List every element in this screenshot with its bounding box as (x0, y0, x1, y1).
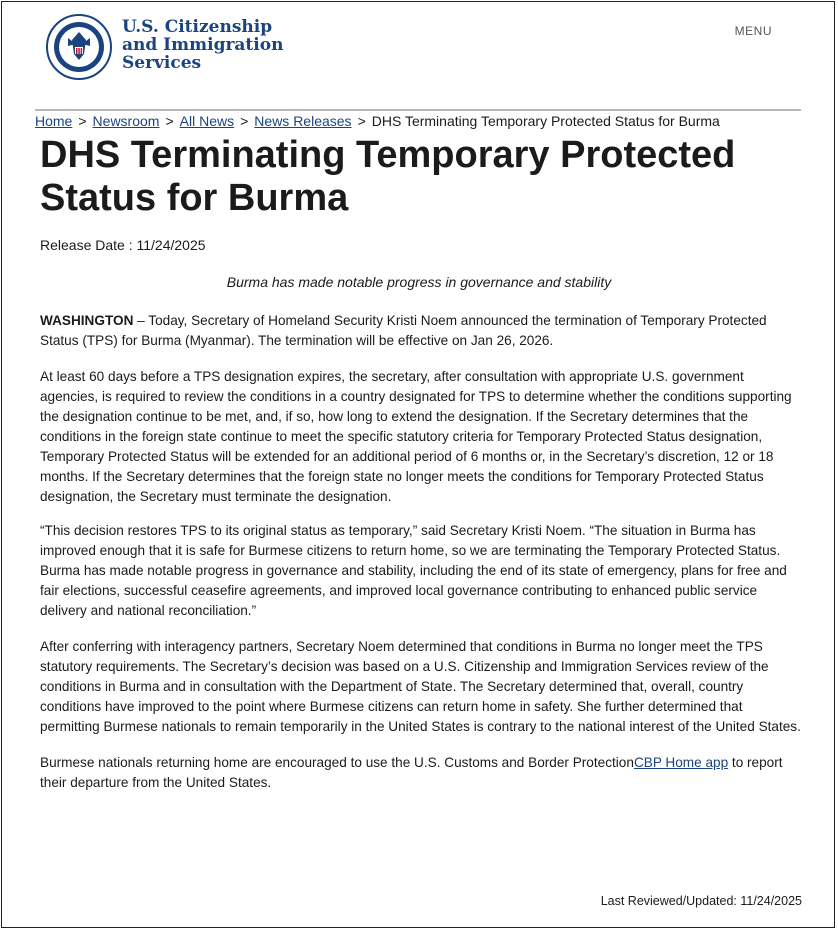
cbp-home-app-link[interactable]: CBP Home app (633, 755, 729, 770)
last-reviewed-date: 11/24/2025 (740, 894, 802, 908)
release-date-label: Release Date : (40, 237, 137, 253)
last-reviewed (601, 894, 802, 908)
agency-name[interactable] (122, 18, 283, 72)
dateline: WASHINGTON (40, 313, 134, 328)
paragraph-5-text: Burmese nationals returning home are encouraged to use the U.S. Customs and Border Protection (40, 755, 634, 770)
menu-button[interactable]: MENU (734, 24, 772, 38)
breadcrumb-separator: > (357, 113, 366, 129)
paragraph-3: “This decision restores TPS to its original status as temporary,” said Secretary Kristi Noem. “The situation in Burma has improved enough that it is safe for Burmese citizens to return home, so we are terminating the Temporary Protected Status. Burma has made notable progress in governance and stability, including the end of its state of emergency, plans for free and fair elections, successful ceasefire agreements, and improved local governance contributing to enhanced public service delivery and national reconciliation.” (40, 523, 787, 618)
paragraph-2: At least 60 days before a TPS designation expires, the secretary, after consultation with appropriate U.S. government agencies, is required to review the conditions in a country designated for TPS to determine whether the conditions supporting the designation continue to be met, and, if so, how long to extend the designation. If the Secretary determines that the conditions in the foreign state continue to meet the specific statutory criteria for Temporary Protected Status designation, Temporary Protected Status will be extended for an additional period of 6 months or, in the Secretary’s discretion, 12 or 18 months. If the Secretary determines that the foreign state no longer meets the conditions for Temporary Protected Status designation, the Secretary must terminate the designation. (40, 369, 792, 504)
paragraph-1-text: – Today, Secretary of Homeland Security Kristi Noem announced the termination of Temporary Protected Status (TPS) for Burma (Myanmar). The termination will be effective on Jan 26, 2026. (40, 313, 767, 348)
agency-name-line3: Services (122, 53, 202, 73)
agency-name-line2: and Immigration (122, 35, 284, 55)
site-header (2, 2, 834, 102)
breadcrumb-home-link[interactable]: Home (35, 113, 73, 129)
breadcrumb-separator: > (240, 113, 249, 129)
dhs-seal-logo-icon[interactable] (46, 14, 112, 80)
breadcrumb-separator: > (78, 113, 87, 129)
paragraph-5 (40, 753, 802, 793)
breadcrumb-current: DHS Terminating Temporary Protected Status for Burma (371, 113, 720, 129)
breadcrumb (35, 113, 720, 129)
paragraph-4: After conferring with interagency partners, Secretary Noem determined that conditions in Burma no longer meet the TPS statutory requirements. The Secretary’s decision was based on a U.S. Citizenship and Immigration Services review of the conditions in Burma and in consultation with the Department of State. The Secretary determined that, overall, country conditions have improved to the point where Burmese citizens can return home in safety. She further determined that permitting Burmese nationals to remain temporarily in the United States is contrary to the national interest of the United States. (40, 639, 801, 734)
agency-name-line1: U.S. Citizenship (122, 17, 273, 37)
article-subtitle: Burma has made notable progress in governance and stability (226, 274, 612, 290)
header-divider (35, 109, 801, 111)
page-title: DHS Terminating Temporary Protected Status for Burma (40, 134, 736, 219)
paragraph-1 (40, 311, 802, 351)
last-reviewed-label: Last Reviewed/Updated: (600, 894, 741, 908)
release-date (40, 237, 206, 253)
breadcrumb-separator: > (165, 113, 174, 129)
breadcrumb-all-news-link[interactable]: All News (179, 113, 235, 129)
release-date-value: 11/24/2025 (136, 237, 206, 253)
breadcrumb-news-releases-link[interactable]: News Releases (254, 113, 352, 129)
page-frame (1, 1, 835, 928)
breadcrumb-newsroom-link[interactable]: Newsroom (92, 113, 160, 129)
paragraph-5-text-end: to report their departure from the United States. (40, 755, 783, 790)
article-body (40, 311, 802, 809)
